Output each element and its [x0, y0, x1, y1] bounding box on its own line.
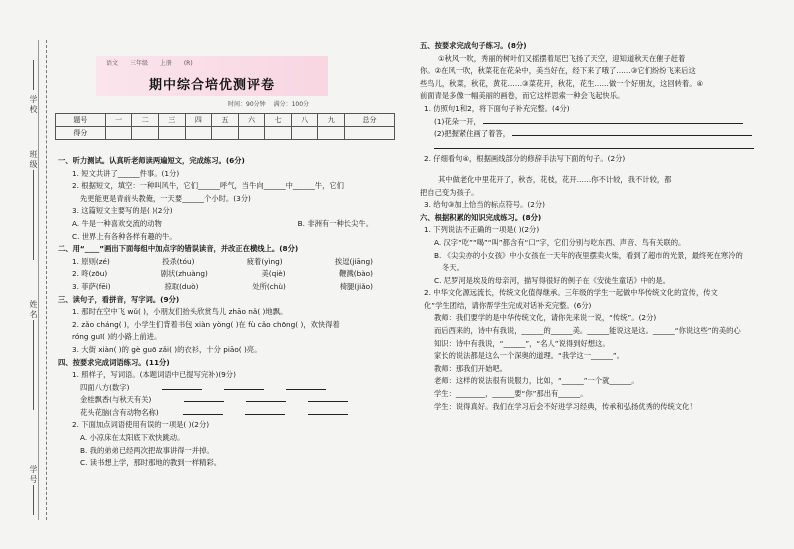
- question: 化”学生团结，请你帮学生完成对话补充完整。(6分): [424, 300, 592, 310]
- dialogue-line: 教师：那我们开始吧。: [434, 363, 507, 373]
- pinyin-item: 处所(chù): [252, 281, 286, 291]
- example: [58, 407, 403, 420]
- question: 3. 这篇短文主要写的是( )(2分): [72, 206, 173, 216]
- option-b[interactable]: B. 非洲有一种长尖牛。: [297, 218, 373, 228]
- answer-blank[interactable]: [246, 401, 286, 402]
- pinyin-item: 剧状(zhuàng): [160, 269, 208, 279]
- score-cell: 题号: [56, 114, 106, 127]
- passage-line: 前面青是多像一幅美丽的画卷，而它这样思索一种会飞起快乐。: [420, 91, 625, 101]
- dialogue-line: 学生：说得真好。我们在学习后会不好进学习经典，传承和弘扬优秀的传统文化！: [434, 401, 697, 411]
- passage-line: 把自己变为孩子。: [420, 187, 479, 197]
- section-1-title: 一、听力测试。认真听老师读两遍短文，完成练习。(6分): [58, 156, 245, 165]
- pinyin-item: 2. 咚(zōu): [72, 269, 108, 279]
- passage-line: 你。②在风一吹，秋菜花在花朵中，美当好在，经下来了哦了……③它们纷纷飞来后这: [420, 66, 696, 76]
- exam-title: 期中综合培优测评卷: [148, 78, 275, 93]
- option-c[interactable]: C. 世界上有各种各样有趣的牛。: [72, 231, 177, 241]
- id-label: 学号: [29, 465, 38, 485]
- pinyin-row: [58, 268, 403, 281]
- cut-line: [46, 40, 47, 520]
- question: róng guī( )的小路上前进。: [72, 332, 162, 342]
- pinyin-item: 掠取(duò): [164, 281, 199, 291]
- option-b[interactable]: B. 我的弟弟已经两次把故事讲得一并掉。: [80, 445, 214, 455]
- option-a[interactable]: A. 小凉床在太阳底下欢快跳动。: [80, 433, 185, 443]
- score-cell: 三: [159, 114, 186, 127]
- prompt: (1)花朵一开，: [434, 116, 481, 126]
- name-label: 姓名: [29, 300, 38, 320]
- passage-line: 其中做老化中里花开了，秋杏，花枝，花开……你不计较，我不计较，都: [438, 174, 672, 184]
- score-input[interactable]: [345, 127, 395, 140]
- question: [420, 128, 778, 141]
- question: 1. 短文共讲了______件事。(1分): [72, 168, 180, 178]
- class-label: 班级: [29, 150, 38, 170]
- section-6-title: 六、根据积累的知识完成练习。(8分): [420, 212, 542, 222]
- score-cell: 四: [185, 114, 212, 127]
- score-input[interactable]: [238, 127, 265, 140]
- passage-line: 些鸟儿，秋菜，秋花，黄花……③菜花开，秋花，花生……做一个好朋友，这回转着。④: [420, 78, 704, 88]
- left-column: [58, 155, 403, 470]
- score-cell: 二: [132, 114, 159, 127]
- option-c[interactable]: C. 读书想上学，那时那地的教到一样精彩。: [80, 458, 222, 468]
- exam-header: [96, 56, 328, 96]
- exam-info: [222, 99, 309, 108]
- answer-blank[interactable]: [245, 414, 285, 415]
- pinyin-row: [58, 256, 403, 269]
- question: 1. 仿照句1和2，将下面句子补充完整。(4分): [424, 103, 570, 113]
- example-text: 四面八方(数字): [80, 382, 130, 392]
- score-table-header-row: [56, 114, 395, 127]
- score-table: [55, 113, 395, 140]
- score-cell: 总分: [345, 114, 395, 127]
- score-cell: 一: [105, 114, 132, 127]
- option-a[interactable]: A. 汉字“吃”“喝”“叫”都含有“口”字，它们分别与吃东西、声音、鸟有关联的。: [434, 237, 686, 247]
- answer-blank[interactable]: [286, 389, 326, 390]
- options-row: [58, 218, 403, 231]
- option-b[interactable]: B. 《尖尖亦的小女孩》中小女孩在一天年的夜里摆卖火柴，看到了超市的光景，最终死在寒冷的: [434, 250, 743, 260]
- dialogue-line: 老师：这样的说法很有说服力，比如，“______”一个就______。: [434, 376, 639, 386]
- score-cell: 五: [212, 114, 239, 127]
- pinyin-item: 椅腿(jiǎo): [339, 281, 373, 291]
- option-c[interactable]: C. 尼罗河是埃及的母亲河，描写得很好的例子在《安徒生童话》中的是。: [434, 275, 670, 285]
- answer-blank[interactable]: [184, 401, 224, 402]
- score-row-label: 得分: [56, 127, 106, 140]
- section-4-title: 四、按要求完成词语练习。(11分): [58, 357, 170, 367]
- subject: 语文: [106, 60, 119, 67]
- right-column: [420, 40, 778, 413]
- answer-blank[interactable]: [308, 401, 348, 402]
- pinyin-item: 挨逗(jiāng): [334, 256, 373, 266]
- score-input[interactable]: [185, 127, 212, 140]
- score-table-score-row: [56, 127, 395, 140]
- binding-strip: [0, 0, 58, 549]
- question: 2. 根据短文，填空：一种叫风牛，它们______呼气，当牛向______中______牛，它们: [72, 181, 344, 191]
- exam-time: 时间：90分钟: [228, 101, 266, 108]
- answer-blank[interactable]: [224, 389, 264, 390]
- example: [58, 394, 403, 407]
- question: [420, 116, 778, 129]
- prompt: (2)把握紧住画了着答，: [434, 129, 511, 139]
- question: 2. 中华文化源远流长，传统文化值得继承。三年级的学生一起做中华传统文化的宣传，传文: [424, 288, 718, 298]
- passage-line: ①秋风一吹，秀丽的树叶们又摇摆着尾巴飞扬了天空，迎知道秋天在催子赶着: [438, 53, 686, 63]
- example-text: 花头花脑(含有动物名称): [80, 407, 159, 417]
- score-cell: 六: [238, 114, 265, 127]
- score-input[interactable]: [132, 127, 159, 140]
- score-cell: 七: [265, 114, 292, 127]
- question: 1. 下列说法不正确的一项是( )(2分): [424, 225, 540, 235]
- header-meta: [106, 58, 203, 67]
- answer-blank[interactable]: [512, 135, 752, 136]
- question: 3. 大街 xiàn( )的 gè guō zǎi( )的衣衫，十分 piāo( )亮。: [72, 344, 262, 354]
- answer-line: [420, 141, 778, 154]
- name-field[interactable]: [33, 320, 34, 410]
- dialogue-line: 学生：________，______要“你”那出有______。: [434, 389, 588, 399]
- school-field[interactable]: [33, 60, 34, 90]
- score-input[interactable]: [318, 127, 345, 140]
- pinyin-row: [58, 281, 403, 294]
- grade: 三年级: [129, 60, 148, 67]
- exam-full-score: 满分：100分: [273, 101, 310, 108]
- pinyin-item: 3. 菲萨(fēi): [72, 281, 111, 291]
- dialogue-line: 教师：我们要学的是中华传统文化，请你先来说一说，“传统”。(2分): [434, 313, 657, 323]
- section-2-title: 二、用“____”画出下面每组中加点字的错误读音，并改正在横线上。(8分): [58, 244, 299, 254]
- question: 1. 那时在空中飞 wǔ( )，小朋友们抬头欣赏鸟儿 zhāo nǎ( )地飘。: [72, 307, 288, 317]
- answer-blank[interactable]: [434, 148, 754, 149]
- example-text: 金桂飘香(与秋天有关): [80, 395, 152, 405]
- score-input[interactable]: [212, 127, 239, 140]
- answer-blank[interactable]: [183, 414, 223, 415]
- dialogue-line: 家长的说法都是这么一个深奥的道理。“我学这一______”。: [434, 351, 624, 361]
- answer-blank[interactable]: [162, 389, 202, 390]
- pinyin-item: 鞭溅(bào): [339, 269, 373, 279]
- section-5-title: 五、按要求完成句子练习。(8分): [420, 41, 527, 50]
- score-cell: 八: [291, 114, 318, 127]
- class-field[interactable]: [33, 170, 34, 260]
- option-b-cont: 冬天。: [442, 263, 464, 273]
- question: 2. zǎo cháng( )，小学生们背着书包 xiàn yòng( )在 fù cǎo chōng( )，欢快得着: [72, 319, 340, 329]
- score-input[interactable]: [159, 127, 186, 140]
- question: 3. 给句③加上恰当的标点符号。(2分): [424, 200, 546, 210]
- option-a[interactable]: A. 牛是一种喜欢交流的动物: [72, 218, 162, 228]
- score-cell: 九: [318, 114, 345, 127]
- question: 1. 照样子，写词语。(本题词语中已提写完补)(9分): [72, 370, 236, 380]
- pinyin-item: 1. 原则(zé): [72, 256, 110, 266]
- answer-blank[interactable]: [308, 414, 348, 415]
- example: [58, 382, 403, 395]
- question: 2. 下面加点词语使用有误的一项是( )(2分): [72, 420, 210, 430]
- question: 先更能更是青前头教俺，一天要______个小时。(3分): [80, 193, 251, 203]
- id-field[interactable]: [33, 485, 34, 515]
- pinyin-item: 美(qiè): [261, 269, 286, 279]
- score-input[interactable]: [105, 127, 132, 140]
- answer-blank[interactable]: [483, 123, 743, 124]
- question: 2. 仔细看句④，根据画线部分的修辞手法写下面的句子。(2分): [424, 154, 626, 164]
- score-input[interactable]: [291, 127, 318, 140]
- score-input[interactable]: [265, 127, 292, 140]
- school-label: 学校: [29, 95, 38, 115]
- pinyin-item: 投杀(tóu): [162, 256, 195, 266]
- dialogue-line: 知识：诗中有我说，“______”，“名人”说得到好想这。: [434, 338, 610, 348]
- dialogue-line: 而后西来的，诗中有我说，______的______美。______能说这是这。______“你说这些”的美的心: [434, 326, 741, 336]
- edition: (R): [183, 60, 193, 67]
- volume: 上册: [159, 60, 172, 67]
- section-3-title: 三、读句子，看拼音，写字词。(9分): [58, 294, 180, 304]
- pinyin-item: 疲着(yìng): [246, 256, 283, 266]
